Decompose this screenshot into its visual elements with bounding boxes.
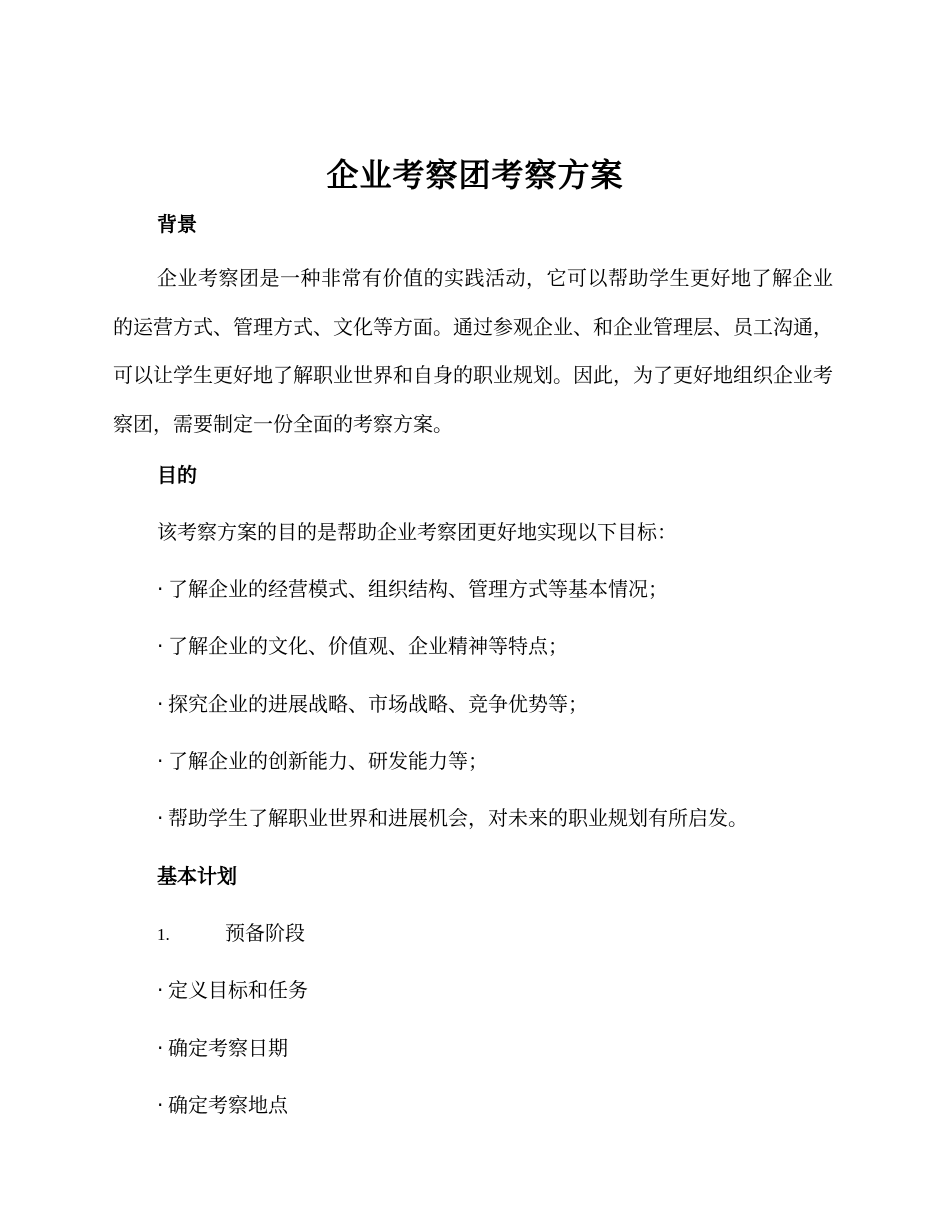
plan-item-text: 确定考察地点	[168, 1093, 288, 1117]
step-title: 预备阶段	[225, 921, 305, 945]
plan-item-text: 定义目标和任务	[168, 978, 308, 1002]
background-paragraph: 企业考察团是一种非常有价值的实践活动，它可以帮助学生更好地了解企业的运营方式、管理方式、文化等方面。通过参观企业、和企业管理层、员工沟通，可以让学生更好地了解职业世界和自身的职业规划。因此，为了更好地组织企业考察团，需要制定一份全面的考察方案。	[113, 266, 833, 436]
bullet-marker: ·	[157, 978, 164, 1002]
purpose-item-text: 了解企业的经营模式、组织结构、管理方式等基本情况；	[168, 577, 668, 601]
purpose-item	[157, 573, 668, 602]
plan-item	[157, 1032, 288, 1061]
purpose-item-text: 了解企业的创新能力、研发能力等；	[168, 749, 488, 773]
section-heading-purpose: 目的	[157, 463, 197, 487]
plan-item-text: 确定考察日期	[168, 1036, 288, 1060]
purpose-intro: 该考察方案的目的是帮助企业考察团更好地实现以下目标：	[157, 520, 677, 544]
purpose-item	[157, 630, 568, 659]
bullet-marker: ·	[157, 692, 164, 716]
purpose-item-text: 探究企业的进展战略、市场战略、竞争优势等；	[168, 692, 588, 716]
bullet-marker: ·	[157, 749, 164, 773]
purpose-item	[157, 688, 588, 717]
plan-item	[157, 974, 308, 1003]
bullet-marker: ·	[157, 1093, 164, 1117]
bullet-marker: ·	[157, 634, 164, 658]
bullet-marker: ·	[157, 1036, 164, 1060]
purpose-item	[157, 745, 488, 774]
section-heading-background: 背景	[157, 212, 197, 236]
bullet-marker: ·	[157, 577, 164, 601]
purpose-item	[157, 802, 748, 831]
plan-item	[157, 1089, 288, 1118]
bullet-marker: ·	[157, 806, 164, 830]
purpose-item-text: 了解企业的文化、价值观、企业精神等特点；	[168, 634, 568, 658]
purpose-item-text: 帮助学生了解职业世界和进展机会，对未来的职业规划有所启发。	[168, 806, 748, 830]
document-title: 企业考察团考察方案	[326, 156, 624, 194]
step-number: 1.	[157, 925, 170, 944]
section-heading-plan: 基本计划	[157, 864, 237, 888]
plan-step	[157, 917, 305, 946]
